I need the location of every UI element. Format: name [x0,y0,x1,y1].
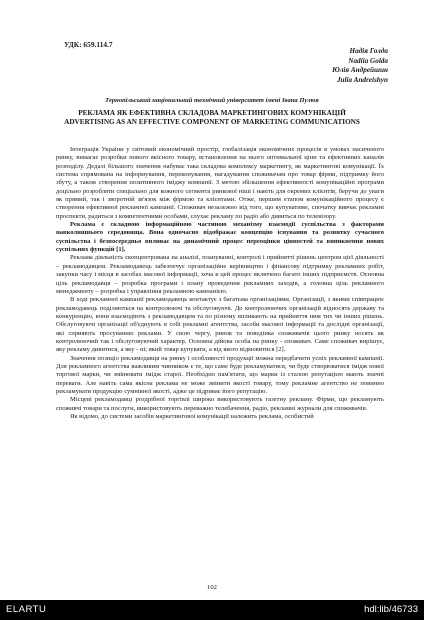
author-name: Julia Andreishyn [336,75,388,84]
paragraph: Місцеві рекламодавці роздрібної торгівлі широко використовують газетну рекламу. Фірми, що рекламують споживчі товари та послуги, використовують переважно телебачення, радіо, рекламні журнали для споживачів. [56,396,384,412]
paper-title [52,109,372,128]
paragraph-bold: Реклама є складною інформаційною частиною механізму взаємодії суспільства з факторами навколишнього середовища. Вона одночасно відображає концепцію існування та розвитку сучасного суспільства і безпосередньо впливає на динамічний процес переоцінки цінностей та виникнення нових суспільних функцій [1]. [56,221,384,254]
paragraph: Як відомо, до системи засобів маркетингової комунікації належить реклама, особистий [70,413,314,420]
affiliation: Тернопільський національний технічний університет імені Івана Пулюя [105,97,319,104]
page-number: 102 [207,584,217,591]
title-english: ADVERTISING AS AN EFFECTIVE COMPONENT OF MARKETING COMMUNICATIONS [64,118,360,127]
body-text [56,146,384,421]
author-name: Надія Голда [349,47,388,55]
paragraph: Значення позиціо рекламодавця на ринку і особливості продукції можна передбачити успіх рекламної кампанії. Для рекламного агентства важливим чинником є те, що саме буде рекламуватися, чи буде створюватися імідж нової торгової марки, чи змінювати імідж старої. Необхідно пам'ятати, що марки із сталою репутацією мають значні переваги. Але навіть сама якісна реклама не може змінити якості товару, тому рекламне агентство не повинно рекламувати продукцію сумнівної якості, адже це підриває його репутацію. [56,354,384,395]
paragraph: Інтеграція України у світовий економічний простір, глобалізація економічних процесів в умовах насиченого ринку, вимагає розробки нового якісного товару, встановлення на нього оптимальної ціни та ефективних каналів розподілу. Дедалі більшого значення набуває така складова комплексу маркетингу, як маркетингові комунікації. Їх система спрямована на інформування, переконування, нагадування споживачам про товар фірми, підтримку його збуту, а також створення позитивного іміджу компанії. З метою збільшення ефективності комунікаційні програми доцільно розробляти спеціально для кожного сегмента ринкової ніші і навіть для окремих клієнтів, беручи до уваги як прямий, так і зворотній зв'язок між фірмою та клієнтами. Отже, першим етапом комунікаційного процесу є створення ефективної рекламної кампанії. Споживач незалежно від того, що купуватиме, спочатку вивчає рекламні проспекти, радиться з компетентними особами, слухає рекламу по радіо або дивиться по телевізору. [56,146,384,220]
paragraph: В ході рекламної кампанії рекламодавець контактує з багатьма організаціями. Організації, з якими співпрацює рекламодавець поділяються на контролюючі та обслуговуючі. До контролюючих організацій відносять державу та конкуренцію, вони взаємодіють з рекламодавцем та по різному впливають на прийняття ним тих чи інших рішень. Обслуговуючі організації об'єднують в собі рекламні агентства, засоби масової інформації та дослідні організації, які сприяють просуванню реклами. У свою чергу, ринок та поведінка споживачів цього ринку носять як контролюючий так і обслуговуючий характер. Основна дійова особа на ринку - споживач. Саме споживач вирішує, яку рекламу дивитися, а яку - ні; який товар купувати, а від якого відмовитися [2]. [56,296,384,354]
repository-name: ELARTU [6,604,47,615]
handle-link[interactable]: hdl:lib/46733 [364,604,418,615]
author-name: Юлія Андрейшин [332,66,388,75]
paragraph: Реклама діяльність сконцентрована на аналізі, плануванні, контролі і прийнятті рішень центром цієї діяльності – рекламодавцем. Рекламодавець забезпечує організаційне керівництво і фінансову підтримку рекламних робіт, закупки часу і місця в засобах масової інформації, хоча в цей процес включено багато інших підприємств. Основна ціль рекламодавця – розробка програми і плану проведення рекламних заходів, а головна ціль рекламного менеджменту – розробка і управління рекламною кампанією. [56,254,384,295]
udk-code: УДК: 659.114.7 [64,40,113,49]
title-ukrainian: РЕКЛАМА ЯК ЕФЕКТИВНА СКЛАДОВА МАРКЕТИНГОВИХ КОМУНІКАЦІЙ [78,109,346,117]
author-name: Nadiia Golda [348,56,388,65]
repository-footer [0,600,424,620]
author-list [332,47,388,85]
